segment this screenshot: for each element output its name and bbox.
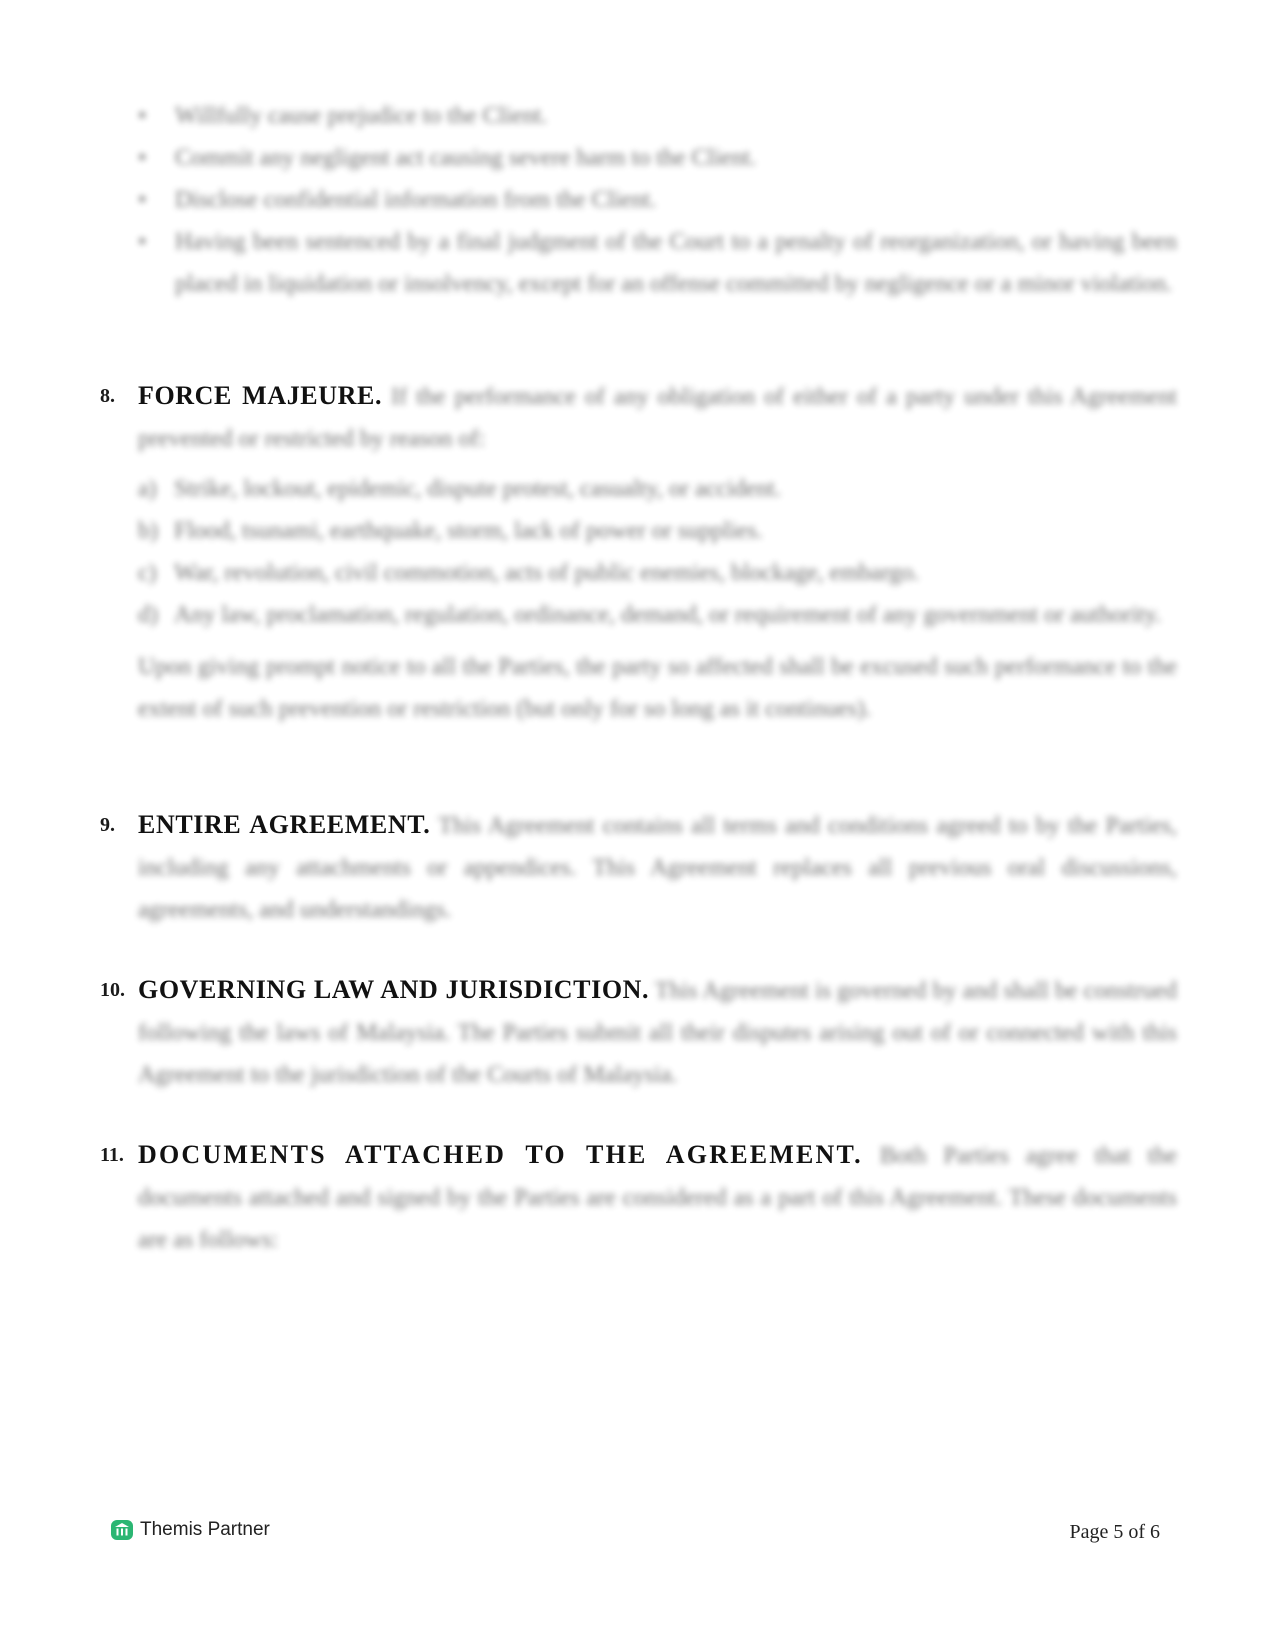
list-label: a) (138, 476, 157, 502)
alpha-list (138, 468, 1177, 636)
brand-name: Themis Partner (140, 1519, 270, 1540)
bullet-item: • Disclose confidential information from the Client. (138, 187, 657, 213)
section-documents-attached (100, 1134, 1177, 1261)
bullet-text: Disclose confidential information from the Client. (175, 187, 657, 213)
section-text: If the performance of any obligation of either of a party under this Agreement prevented or restricted by reason of: (138, 384, 1178, 452)
section-heading: DOCUMENTS ATTACHED TO THE AGREEMENT. (138, 1140, 863, 1169)
bullet-item: • Having been sentenced by a final judgment of the Court to a penalty of reorganization, or having been placed in liquidation or insolvency, except for an offense committed by negligence or a minor violation. (138, 229, 1177, 297)
list-label: b) (138, 518, 158, 544)
bullet-text: Commit any negligent act causing severe harm to the Client. (175, 145, 757, 171)
section-governing-law (100, 969, 1177, 1096)
list-text: War, revolution, civil commotion, acts of public enemies, blockage, embargo. (174, 560, 920, 586)
section-heading: GOVERNING LAW AND JURISDICTION. (138, 975, 650, 1004)
bullet-list (132, 95, 1177, 305)
section-text: Both Parties agree that the documents attached and signed by the Parties are considered as a part of this Agreement. These documents are as follows: (138, 1143, 1177, 1253)
page-number: Page 5 of 6 (1069, 1521, 1160, 1543)
section-number: 10. (100, 979, 125, 1001)
section-number: 11. (100, 1144, 124, 1166)
section-text: This Agreement is governed by and shall be construed following the laws of Malaysia. The Parties submit all their disputes arising out of or connected with this Agreement to the jurisdiction of the Courts of Malaysia. (138, 978, 1177, 1088)
list-text: Strike, lockout, epidemic, dispute protest, casualty, or accident. (174, 476, 781, 502)
brand (110, 1518, 270, 1542)
section-heading: ENTIRE AGREEMENT. (138, 810, 431, 839)
list-item (138, 510, 1177, 552)
bullet-item: • Willfully cause prejudice to the Client. (138, 103, 548, 129)
section-closing-text: Upon giving prompt notice to all the Parties, the party so affected shall be excused such performance to the extent of such prevention or restriction (but only for so long as it continues). (138, 654, 1177, 722)
list-text: Flood, tsunami, earthquake, storm, lack of power or supplies. (174, 518, 763, 544)
list-item (138, 594, 1177, 636)
section-number: 8. (100, 385, 115, 407)
list-item (138, 552, 1177, 594)
bullet-item: • Commit any negligent act causing severe harm to the Client. (138, 145, 757, 171)
bullet-text: Having been sentenced by a final judgment of the Court to a penalty of reorganization, or having been placed in liquidation or insolvency, except for an offense committed by negligence or a minor violation. (175, 229, 1177, 297)
list-item (138, 468, 1177, 510)
page-footer (110, 1518, 1160, 1550)
section-heading: FORCE MAJEURE. (138, 381, 383, 410)
section-number: 9. (100, 814, 115, 836)
section-entire-agreement (100, 804, 1177, 931)
section-force-majeure (100, 375, 1177, 730)
list-text: Any law, proclamation, regulation, ordinance, demand, or requirement of any government or authority. (174, 602, 1162, 628)
list-label: d) (138, 602, 158, 628)
list-label: c) (138, 560, 157, 586)
themis-logo-icon (110, 1518, 134, 1542)
bullet-text: Willfully cause prejudice to the Client. (175, 103, 548, 129)
section-text: This Agreement contains all terms and conditions agreed to by the Parties, including any attachments or appendices. This Agreement replaces all previous oral discussions, agreements, and understandings. (138, 813, 1177, 923)
